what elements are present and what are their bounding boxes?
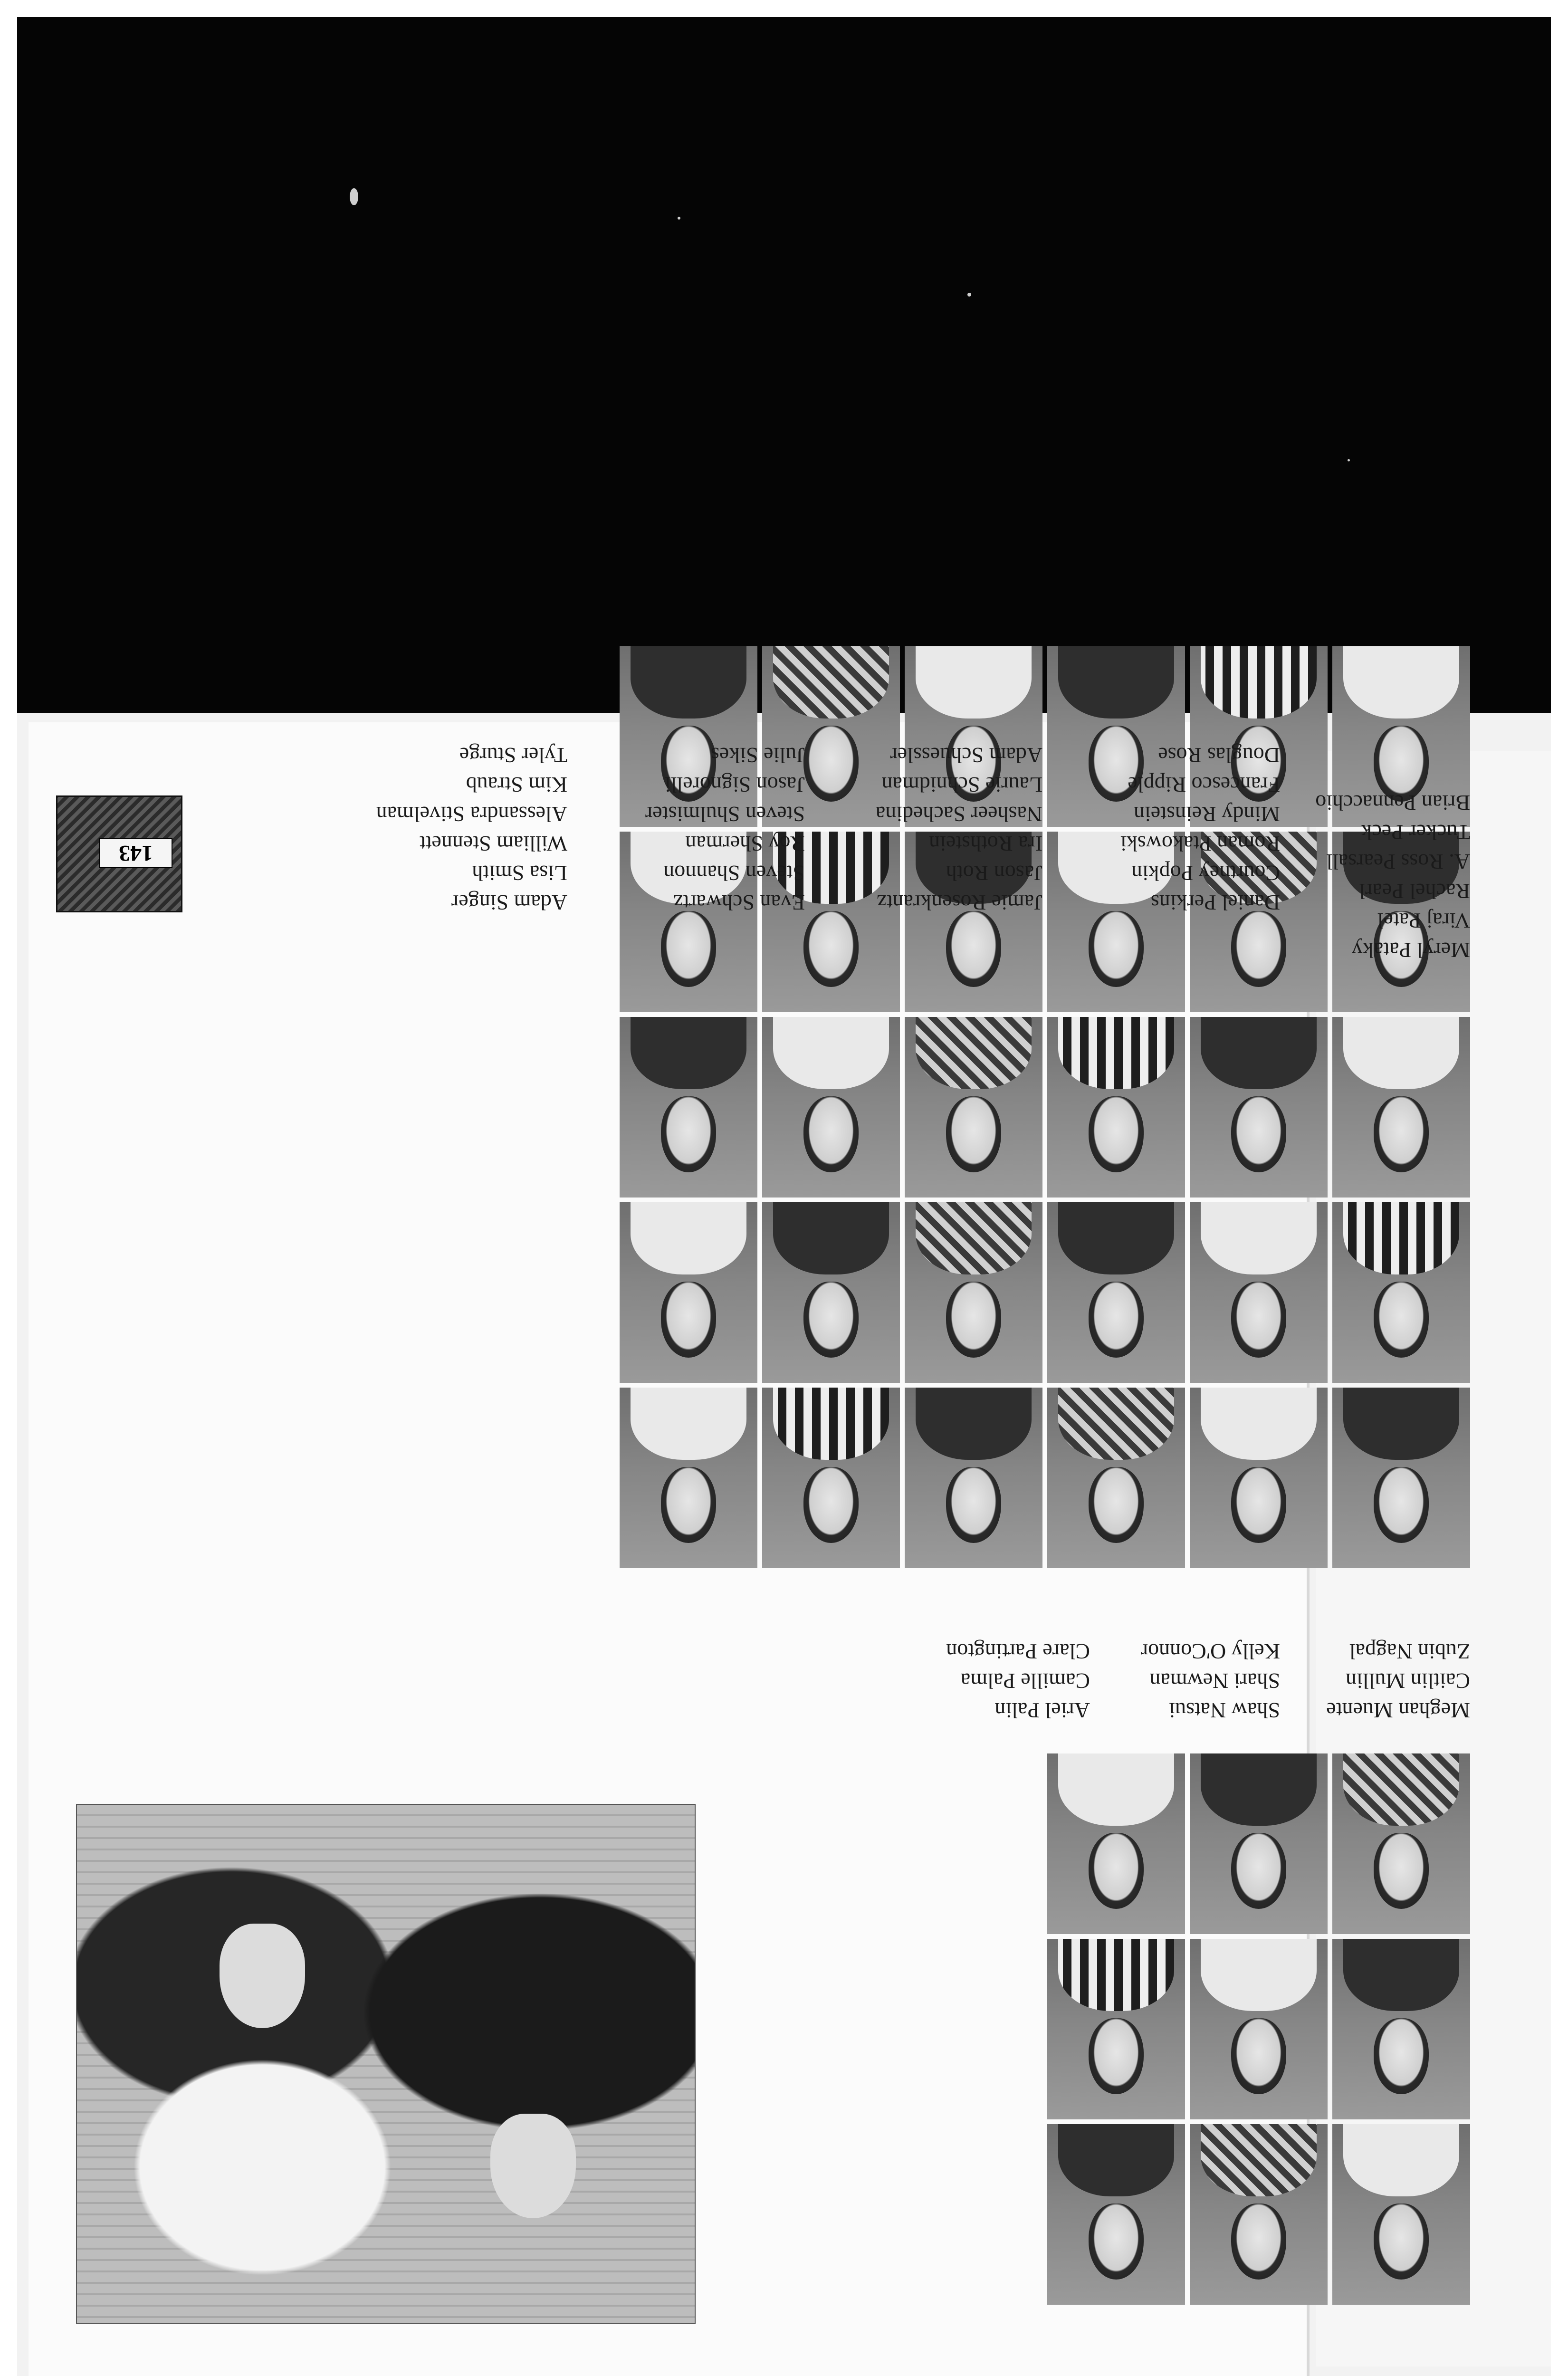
portrait-photo: [1047, 1017, 1185, 1198]
student-name: Kelly O'Connor: [1140, 1639, 1280, 1664]
portrait-photo: [1047, 1753, 1185, 1934]
student-name: Tucker Peck: [1361, 820, 1470, 844]
portrait-photo: [1047, 1939, 1185, 2119]
portrait-photo: [1190, 1939, 1328, 2119]
student-name: Kim Straub: [466, 773, 567, 797]
student-name: Ira Rothstein: [929, 832, 1042, 856]
candid-photo: [76, 1804, 696, 2324]
student-name: Adam Schuessler: [890, 743, 1042, 767]
dust-speck: [678, 217, 680, 220]
portrait-photo: [1332, 1202, 1470, 1383]
page-number-badge: [56, 795, 182, 912]
portrait-photo: [1047, 1202, 1185, 1383]
names-column: [1138, 1637, 1280, 1725]
student-name: Alessandra Stivelman: [376, 802, 567, 826]
portrait-photo: [1332, 1753, 1470, 1934]
portrait-photo: [905, 1202, 1042, 1383]
student-name: Tyler Sturge: [459, 743, 567, 767]
student-name: Meryl Pataky: [1351, 938, 1470, 962]
student-name: Shaw Natsui: [1169, 1698, 1280, 1723]
student-name: Steven Shulmister: [645, 802, 805, 826]
portrait-photo: [1332, 1388, 1470, 1568]
candid-face: [220, 1924, 305, 2028]
student-name: Nasheer Sachedina: [875, 802, 1042, 826]
student-name: Courtney Popkin: [1131, 861, 1280, 885]
student-name: Viraj Patel: [1377, 909, 1470, 933]
student-name: Ariel Palin: [994, 1698, 1090, 1723]
portrait-photo: [1190, 1017, 1328, 1198]
student-name: Meghan Muente: [1326, 1698, 1470, 1723]
student-name: Jason Signorelli: [664, 773, 805, 797]
student-name: Lisa Smith: [472, 861, 567, 885]
student-name: Roy Sherman: [685, 832, 805, 856]
student-name: Rachel Pearl: [1359, 879, 1470, 903]
portrait-photo: [1047, 1388, 1185, 1568]
rotated-page-content: [29, 722, 1551, 2376]
student-name: A. Ross Pearsall: [1326, 850, 1470, 874]
student-name: Jason Roth: [946, 861, 1042, 885]
student-name: Evan Schwartz: [673, 891, 805, 915]
dust-speck: [350, 188, 358, 205]
names-column: [1271, 788, 1470, 965]
student-name: Brian Pennacchio: [1315, 791, 1470, 815]
portrait-photo: [620, 1017, 757, 1198]
student-name: William Stennett: [419, 832, 567, 856]
student-name: Douglas Rose: [1158, 743, 1280, 767]
student-name: Steven Shannon: [663, 861, 805, 885]
portrait-photo: [620, 1202, 757, 1383]
portrait-photo: [1190, 1753, 1328, 1934]
portrait-photo: [1190, 1202, 1328, 1383]
student-name: Mindy Reinstein: [1134, 802, 1280, 826]
portrait-photo: [1332, 1939, 1470, 2119]
student-name: Daniel Perkins: [1150, 891, 1280, 915]
names-column: [320, 740, 567, 917]
names-column: [843, 740, 1042, 917]
page-number: 143: [99, 838, 172, 868]
portrait-photo: [620, 1388, 757, 1568]
student-name: Julie Sikes: [710, 743, 805, 767]
student-name: Clare Partington: [946, 1639, 1090, 1664]
names-column: [1080, 740, 1280, 917]
student-name: Laurie Schnidman: [881, 773, 1042, 797]
portrait-photo: [762, 1202, 900, 1383]
names-column: [1328, 1637, 1470, 1725]
portrait-grid-short: [1047, 1753, 1470, 2305]
portrait-photo: [1190, 2124, 1328, 2305]
dust-speck: [967, 293, 971, 297]
scanner-background: [17, 17, 1551, 720]
portrait-photo: [1047, 2124, 1185, 2305]
student-name: Zubin Nagpal: [1349, 1639, 1470, 1664]
portrait-photo: [762, 1388, 900, 1568]
student-name: Caitlin Mullin: [1346, 1669, 1470, 1693]
student-name: Roman Ptakowski: [1120, 832, 1280, 856]
portrait-photo: [1190, 1388, 1328, 1568]
names-column: [605, 740, 805, 917]
student-name: Jamie Rosenkrantz: [877, 891, 1042, 915]
portrait-photo: [905, 1388, 1042, 1568]
portrait-photo: [905, 1017, 1042, 1198]
student-name: Francesco Ripple: [1128, 773, 1280, 797]
student-name: Adam Singer: [451, 891, 567, 915]
portrait-photo: [762, 1017, 900, 1198]
portrait-photo: [1332, 2124, 1470, 2305]
portrait-photo: [1332, 1017, 1470, 1198]
student-name: Camille Palma: [960, 1669, 1090, 1693]
names-column: [947, 1637, 1090, 1725]
candid-face: [490, 2114, 576, 2218]
dust-speck: [1348, 459, 1350, 461]
student-name: Shari Newman: [1149, 1669, 1280, 1693]
